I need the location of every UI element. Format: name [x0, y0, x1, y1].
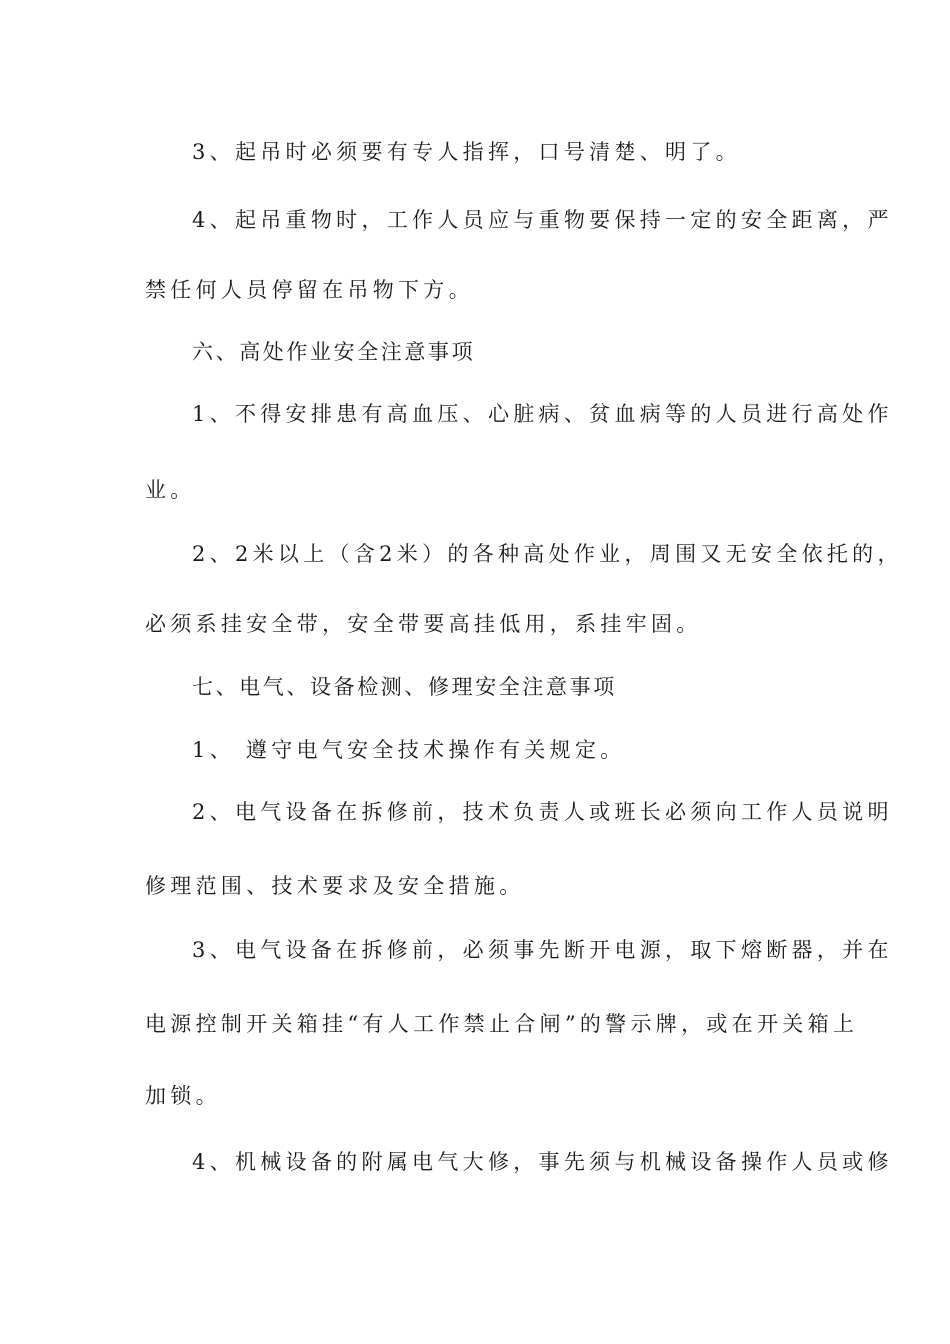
paragraph-line: 禁任何人员停留在吊物下方。 [145, 278, 474, 302]
paragraph-line: 1、 遵守电气安全技术操作有关规定。 [192, 738, 626, 762]
paragraph-line: 2、电气设备在拆修前，技术负责人或班长必须向工作人员说明 [192, 800, 893, 824]
section-heading: 六、高处作业安全注意事项 [192, 340, 476, 364]
paragraph-line: 1、不得安排患有高血压、心脏病、贫血病等的人员进行高处作 [192, 402, 893, 426]
paragraph-line: 业。 [145, 478, 196, 502]
paragraph-line: 4、机械设备的附属电气大修，事先须与机械设备操作人员或修 [192, 1150, 893, 1174]
paragraph-line: 2、2米以上（含2米）的各种高处作业，周围又无安全依托的， [192, 542, 903, 566]
section-heading: 七、电气、设备检测、修理安全注意事项 [192, 675, 617, 699]
paragraph-line: 修理范围、技术要求及安全措施。 [145, 874, 525, 898]
paragraph-line: 电源控制开关箱挂“有人工作禁止合闸”的警示牌，或在开关箱上 [145, 1012, 859, 1036]
paragraph-line: 必须系挂安全带，安全带要高挂低用，系挂牢固。 [145, 612, 702, 636]
paragraph-line: 3、电气设备在拆修前，必须事先断开电源，取下熔断器，并在 [192, 938, 893, 962]
paragraph-line: 加锁。 [145, 1084, 221, 1108]
paragraph-line: 3、起吊时必须要有专人指挥，口号清楚、明了。 [192, 140, 741, 164]
paragraph-line: 4、起吊重物时，工作人员应与重物要保持一定的安全距离，严 [192, 208, 893, 232]
